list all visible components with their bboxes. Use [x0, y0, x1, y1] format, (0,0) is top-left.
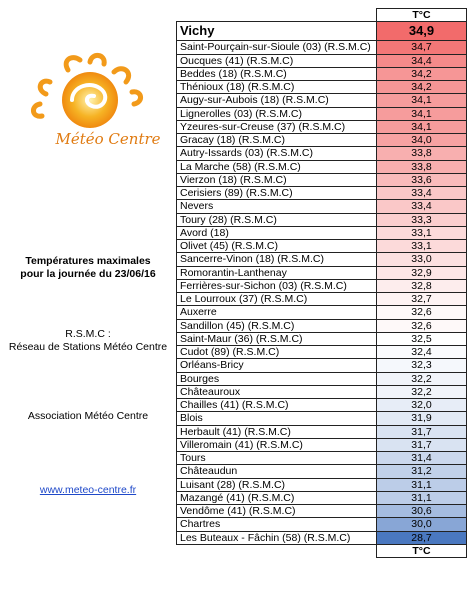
table-row	[177, 452, 467, 465]
temperature-value: 34,7	[377, 41, 467, 54]
station-name: Saint-Pourçain-sur-Sioule (03) (R.S.M.C)	[177, 41, 377, 54]
table-row	[177, 478, 467, 491]
svg-text:Météo Centre: Météo Centre	[55, 130, 161, 148]
temperature-value: 32,3	[377, 359, 467, 372]
temperature-value: 32,2	[377, 372, 467, 385]
table-row	[177, 306, 467, 319]
station-name: Thénioux (18) (R.S.M.C)	[177, 81, 377, 94]
temperature-value: 34,0	[377, 134, 467, 147]
temperature-value: 34,2	[377, 67, 467, 80]
temperature-value: 32,6	[377, 306, 467, 319]
temperature-value: 32,2	[377, 385, 467, 398]
station-name: Le Lourroux (37) (R.S.M.C)	[177, 293, 377, 306]
station-name: Cerisiers (89) (R.S.M.C)	[177, 187, 377, 200]
station-name: Vichy	[177, 22, 377, 41]
table-row	[177, 385, 467, 398]
station-name: Châteauroux	[177, 385, 377, 398]
rsmc-label: R.S.M.C : Réseau de Stations Météo Centre	[8, 328, 168, 353]
station-name: Chartres	[177, 518, 377, 531]
station-name: Sancerre-Vinon (18) (R.S.M.C)	[177, 253, 377, 266]
temperature-value: 31,7	[377, 425, 467, 438]
station-name: Nevers	[177, 200, 377, 213]
temperature-value: 33,6	[377, 173, 467, 186]
left-panel	[0, 0, 176, 600]
station-name: Luisant (28) (R.S.M.C)	[177, 478, 377, 491]
column-footer-temp: T°C	[377, 544, 467, 557]
table-row	[177, 279, 467, 292]
station-name: Blois	[177, 412, 377, 425]
temperature-value: 32,4	[377, 346, 467, 359]
station-name: Châteaudun	[177, 465, 377, 478]
temperature-value: 32,8	[377, 279, 467, 292]
temperature-value: 30,6	[377, 505, 467, 518]
table-row	[177, 120, 467, 133]
table-row	[177, 213, 467, 226]
temperature-value: 34,9	[377, 22, 467, 41]
temperature-value: 34,2	[377, 81, 467, 94]
station-name: Augy-sur-Aubois (18) (R.S.M.C)	[177, 94, 377, 107]
temperature-value: 33,0	[377, 253, 467, 266]
temperature-value: 31,7	[377, 438, 467, 451]
website-link[interactable]: www.meteo-centre.fr	[39, 484, 137, 496]
table-row	[177, 266, 467, 279]
temperature-value: 31,1	[377, 478, 467, 491]
table-row	[177, 41, 467, 54]
temperature-value: 34,4	[377, 54, 467, 67]
table-row	[177, 372, 467, 385]
station-name: Toury (28) (R.S.M.C)	[177, 213, 377, 226]
temperature-value: 34,1	[377, 120, 467, 133]
table-row	[177, 399, 467, 412]
table-row	[177, 518, 467, 531]
table-row	[177, 505, 467, 518]
station-name: Avord (18)	[177, 226, 377, 239]
station-name: Sandillon (45) (R.S.M.C)	[177, 319, 377, 332]
temperature-value: 33,1	[377, 240, 467, 253]
station-name: Olivet (45) (R.S.M.C)	[177, 240, 377, 253]
table-header-row	[177, 9, 467, 22]
table-row	[177, 465, 467, 478]
table-row	[177, 531, 467, 544]
table-row	[177, 293, 467, 306]
temperature-value: 32,5	[377, 332, 467, 345]
temperature-value: 32,0	[377, 399, 467, 412]
temperature-value: 32,7	[377, 293, 467, 306]
station-name: Chailles (41) (R.S.M.C)	[177, 399, 377, 412]
table-row	[177, 412, 467, 425]
table-row	[177, 173, 467, 186]
temperature-value: 34,1	[377, 94, 467, 107]
temperature-value: 33,4	[377, 200, 467, 213]
table-row	[177, 94, 467, 107]
temperature-table	[176, 8, 467, 558]
temperature-value: 33,8	[377, 160, 467, 173]
table-row	[177, 54, 467, 67]
table-row	[177, 425, 467, 438]
table-row	[177, 134, 467, 147]
table-row	[177, 359, 467, 372]
temperature-value: 28,7	[377, 531, 467, 544]
station-name: Vendôme (41) (R.S.M.C)	[177, 505, 377, 518]
table-row	[177, 346, 467, 359]
station-name: Auxerre	[177, 306, 377, 319]
station-name: Bourges	[177, 372, 377, 385]
station-name: Vierzon (18) (R.S.M.C)	[177, 173, 377, 186]
table-row	[177, 253, 467, 266]
temperature-value: 32,6	[377, 319, 467, 332]
temperature-value: 33,4	[377, 187, 467, 200]
temperature-value: 33,1	[377, 226, 467, 239]
table-footer-row	[177, 544, 467, 557]
temperature-value: 34,1	[377, 107, 467, 120]
station-name: Orléans-Bricy	[177, 359, 377, 372]
station-name: Les Buteaux - Fâchin (58) (R.S.M.C)	[177, 531, 377, 544]
table-row	[177, 200, 467, 213]
table-row	[177, 160, 467, 173]
temperature-value: 32,9	[377, 266, 467, 279]
table-row	[177, 332, 467, 345]
station-name: Herbault (41) (R.S.M.C)	[177, 425, 377, 438]
station-name: Beddes (18) (R.S.M.C)	[177, 67, 377, 80]
temperature-value: 31,4	[377, 452, 467, 465]
table-row	[177, 81, 467, 94]
station-name: La Marche (58) (R.S.M.C)	[177, 160, 377, 173]
table-body	[177, 22, 467, 545]
temperature-value: 30,0	[377, 518, 467, 531]
station-name: Saint-Maur (36) (R.S.M.C)	[177, 332, 377, 345]
table-row	[177, 491, 467, 504]
table-row	[177, 22, 467, 41]
temperature-value: 33,3	[377, 213, 467, 226]
station-name: Yzeures-sur-Creuse (37) (R.S.M.C)	[177, 120, 377, 133]
station-name: Cudot (89) (R.S.M.C)	[177, 346, 377, 359]
station-name: Romorantin-Lanthenay	[177, 266, 377, 279]
station-name: Tours	[177, 452, 377, 465]
temperature-value: 31,9	[377, 412, 467, 425]
table-row	[177, 319, 467, 332]
column-header-temp: T°C	[377, 9, 467, 22]
table-row	[177, 438, 467, 451]
station-name: Oucques (41) (R.S.M.C)	[177, 54, 377, 67]
station-name: Gracay (18) (R.S.M.C)	[177, 134, 377, 147]
station-name: Autry-Issards (03) (R.S.M.C)	[177, 147, 377, 160]
station-name: Ferrières-sur-Sichon (03) (R.S.M.C)	[177, 279, 377, 292]
report-title: Températures maximales pour la journée du 23/06/16	[20, 255, 156, 280]
temperature-value: 31,1	[377, 491, 467, 504]
table-row	[177, 187, 467, 200]
table-row	[177, 67, 467, 80]
website-area	[0, 484, 176, 497]
station-name: Lignerolles (03) (R.S.M.C)	[177, 107, 377, 120]
table-row	[177, 107, 467, 120]
temperature-value: 31,2	[377, 465, 467, 478]
table-row	[177, 240, 467, 253]
temperature-value: 33,8	[377, 147, 467, 160]
association-label: Association Météo Centre	[27, 410, 149, 422]
station-name: Villeromain (41) (R.S.M.C)	[177, 438, 377, 451]
station-name: Mazangé (41) (R.S.M.C)	[177, 491, 377, 504]
sun-logo-icon	[10, 52, 180, 162]
table-row	[177, 226, 467, 239]
table-row	[177, 147, 467, 160]
